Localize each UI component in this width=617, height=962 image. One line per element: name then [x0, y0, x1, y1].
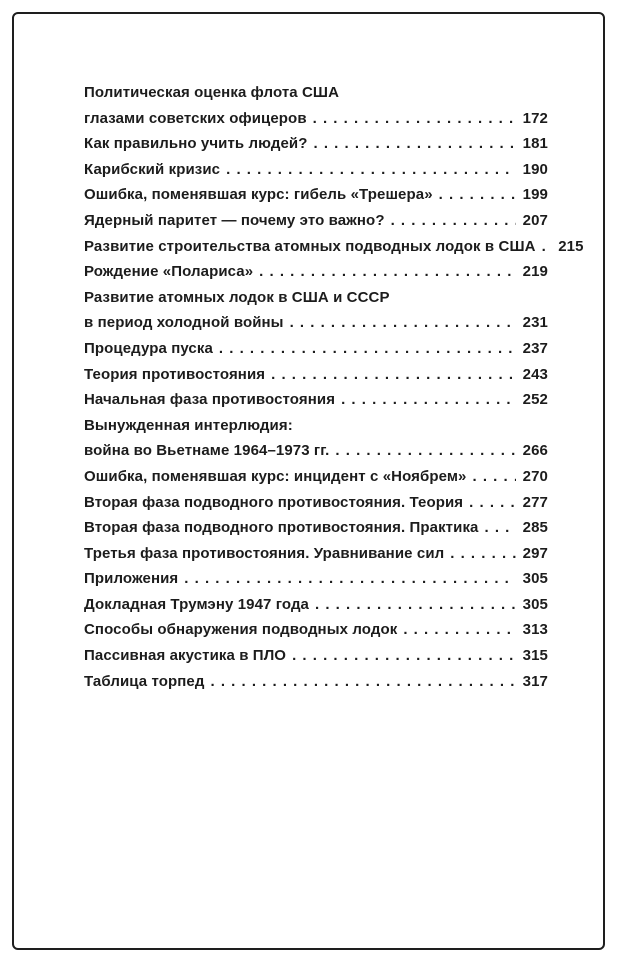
toc-page-number: 305 — [522, 595, 548, 613]
toc-entry-title: Ошибка, поменявшая курс: гибель «Трешера» — [84, 186, 433, 204]
dot-leader — [184, 566, 516, 592]
toc-entry-title: Вторая фаза подводного противостояния. Практика — [84, 519, 479, 537]
toc-entry-title: глазами советских офицеров — [84, 109, 307, 127]
dot-leader — [542, 234, 552, 260]
toc-page-number: 243 — [522, 365, 548, 383]
toc-entry-title: Развитие строительства атомных подводных лодок в США — [84, 237, 536, 255]
dot-leader — [439, 182, 516, 208]
toc-page-number: 237 — [522, 339, 548, 357]
toc-page-number: 285 — [522, 519, 548, 537]
dot-leader — [335, 438, 516, 464]
dot-leader — [315, 592, 516, 618]
toc-entry-line — [84, 285, 548, 311]
toc-page-number: 215 — [558, 237, 584, 255]
toc-page-number: 270 — [522, 467, 548, 485]
toc-entry-line — [84, 515, 548, 541]
dot-leader — [314, 131, 517, 157]
toc-entry-title: Вторая фаза подводного противостояния. Теория — [84, 493, 464, 511]
toc-entry-line — [84, 490, 548, 516]
dot-leader — [313, 106, 516, 132]
toc-entry-line — [84, 259, 548, 285]
dot-leader — [292, 643, 516, 669]
toc-entry-title: Ошибка, поменявшая курс: инцидент с «Ноябрем» — [84, 467, 467, 485]
dot-leader — [210, 669, 516, 695]
toc-entry-title: Начальная фаза противостояния — [84, 391, 336, 409]
dot-leader — [341, 387, 516, 413]
toc-entry-line — [84, 208, 548, 234]
toc-list — [84, 80, 584, 694]
toc-entry-line — [84, 438, 548, 464]
toc-page-number: 305 — [522, 570, 548, 588]
dot-leader — [271, 362, 516, 388]
toc-page-number: 297 — [522, 544, 548, 562]
toc-entry-title: Теория противостояния — [84, 365, 266, 383]
toc-entry-title: Развитие атомных лодок в США и СССР — [84, 288, 390, 306]
toc-page-number: 181 — [522, 135, 548, 153]
toc-entry-line — [84, 336, 548, 362]
toc-entry-title: Ядерный паритет — почему это важно? — [84, 211, 385, 229]
toc-entry-line — [84, 106, 548, 132]
toc-entry-line — [84, 157, 548, 183]
dot-leader — [290, 310, 516, 336]
toc-entry-line — [84, 387, 548, 413]
dot-leader — [259, 259, 516, 285]
toc-entry-line — [84, 617, 548, 643]
toc-entry-line — [84, 80, 548, 106]
dot-leader — [473, 464, 517, 490]
toc-entry-title: Карибский кризис — [84, 160, 221, 178]
toc-page-number: 219 — [522, 263, 548, 281]
toc-entry-title: Третья фаза противостояния. Уравнивание сил — [84, 544, 445, 562]
toc-entry-title: Процедура пуска — [84, 339, 213, 357]
dot-leader — [391, 208, 516, 234]
toc-entry-title: в период холодной войны — [84, 314, 284, 332]
toc-entry-line — [84, 541, 548, 567]
dot-leader — [226, 157, 516, 183]
toc-entry-line — [84, 131, 548, 157]
toc-entry-title: Вынужденная интерлюдия: — [84, 416, 293, 434]
toc-entry-title: Таблица торпед — [84, 672, 205, 690]
toc-entry-title: Способы обнаружения подводных лодок — [84, 621, 398, 639]
toc-page-number: 172 — [522, 109, 548, 127]
toc-entry-title: Политическая оценка флота США — [84, 84, 340, 101]
toc-page-number: 207 — [522, 211, 548, 229]
toc-entry-line — [84, 566, 548, 592]
toc-page-number: 252 — [522, 391, 548, 409]
toc-entry-line — [84, 592, 548, 618]
dot-leader — [403, 617, 516, 643]
toc-entry-line — [84, 669, 548, 695]
dot-leader — [219, 336, 516, 362]
toc-page-number: 315 — [522, 647, 548, 665]
toc-entry-line — [84, 310, 548, 336]
toc-page-number: 313 — [522, 621, 548, 639]
toc-page-number: 231 — [522, 314, 548, 332]
toc-entry-title: Пассивная акустика в ПЛО — [84, 647, 287, 665]
toc-page-number: 277 — [522, 493, 548, 511]
toc-page-number: 199 — [522, 186, 548, 204]
toc-entry-line — [84, 362, 548, 388]
toc-entry-title: война во Вьетнаме 1964–1973 гг. — [84, 442, 330, 460]
toc-page-number: 190 — [522, 160, 548, 178]
toc-entry-line — [84, 643, 548, 669]
toc-page-number: 317 — [522, 672, 548, 690]
toc-entry-title: Как правильно учить людей? — [84, 135, 308, 153]
toc-entry-line — [84, 413, 548, 439]
dot-leader — [485, 515, 516, 541]
toc-entry-title: Приложения — [84, 570, 179, 588]
toc-entry-title: Рождение «Полариса» — [84, 263, 254, 281]
toc-entry-line — [84, 182, 548, 208]
toc-page-number: 266 — [522, 442, 548, 460]
dot-leader — [450, 541, 516, 567]
toc-entry-line — [84, 464, 548, 490]
toc-entry-title: Докладная Трумэну 1947 года — [84, 595, 310, 613]
dot-leader — [469, 490, 516, 516]
toc-entry-line — [84, 234, 584, 260]
